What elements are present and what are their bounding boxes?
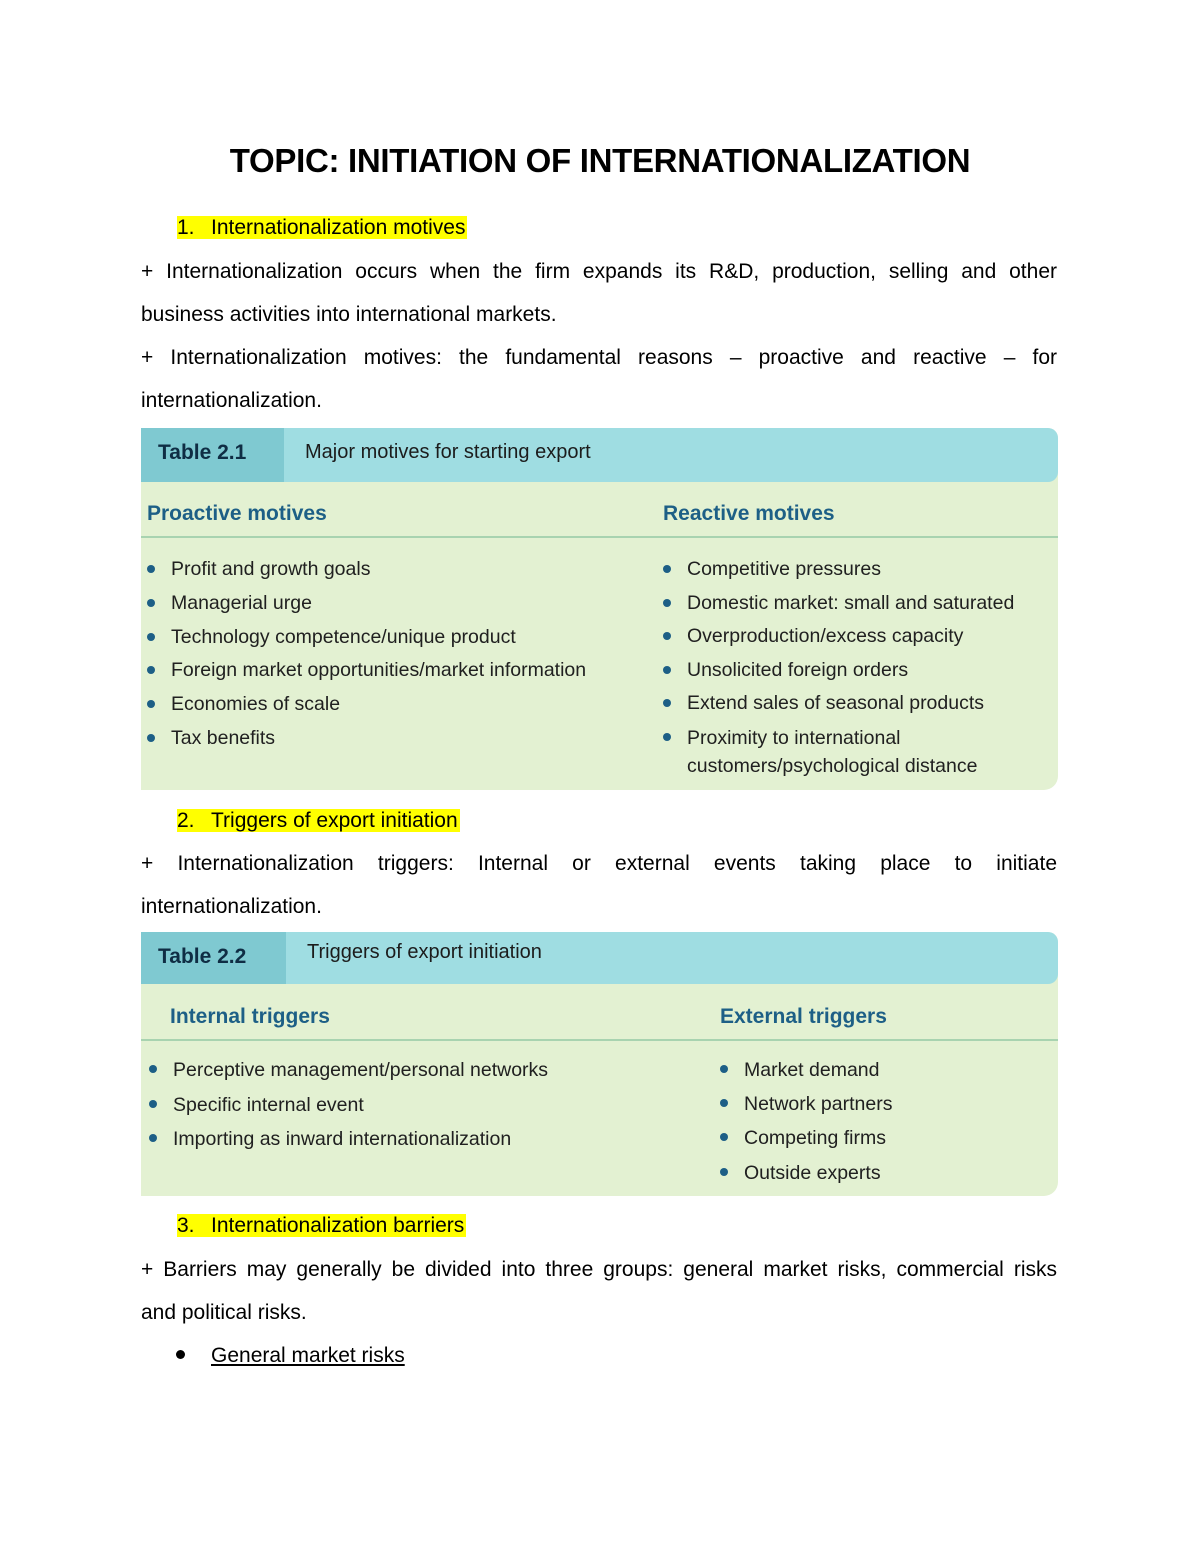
section-heading-triggers [177,807,460,835]
list-item: Domestic market: small and saturated [659,587,1014,621]
paragraph-line: internationalization. [141,895,322,918]
section-number: 2. [177,809,195,832]
column-header-internal: Internal triggers [170,1005,330,1028]
section-heading-barriers [177,1212,466,1240]
list-item: Economies of scale [143,688,586,722]
list-item: Extend sales of seasonal products [659,687,1014,721]
list-item-line: customers/psychological distance [687,754,978,777]
list-item: Specific internal event [145,1088,548,1123]
list-item: Network partners [716,1087,892,1121]
external-triggers-list [716,1053,892,1190]
list-item: Foreign market opportunities/market information [143,654,586,688]
proactive-motives-list [143,553,586,756]
list-item: Importing as inward internationalization [145,1122,548,1157]
paragraph-line: business activities into international markets. [141,303,557,326]
list-item: Perceptive management/personal networks [145,1053,548,1088]
paragraph-line: and political risks. [141,1301,307,1324]
section-title: Triggers of export initiation [211,809,458,832]
list-item: Tax benefits [143,722,586,756]
table-label: Table 2.2 [141,932,286,984]
table-export-triggers [141,932,1058,1196]
paragraph-internationalization-definition [141,250,1057,336]
paragraph-line: internationalization. [141,389,322,412]
paragraph-line: + Internationalization triggers: Internal or external events taking place to initiate [141,852,1057,875]
table-major-motives [141,428,1058,790]
paragraph-motives-definition [141,336,1057,422]
list-item: Profit and growth goals [143,553,586,587]
paragraph-barriers-definition [141,1248,1057,1334]
paragraph-triggers-definition [141,842,1057,928]
table-caption: Major motives for starting export [305,441,591,463]
list-item: Managerial urge [143,587,586,621]
section-number: 3. [177,1214,195,1237]
internal-triggers-list [145,1053,548,1157]
table-header-bar [141,932,1058,984]
list-item [659,721,1014,780]
list-item: Competing firms [716,1121,892,1155]
list-item: Unsolicited foreign orders [659,654,1014,688]
bullet-label: General market risks [211,1344,405,1367]
section-title: Internationalization motives [211,216,466,239]
reactive-motives-list [659,553,1014,780]
page-title: TOPIC: INITIATION OF INTERNATIONALIZATION [229,142,971,179]
section-number: 1. [177,216,195,239]
table-divider [141,1039,1058,1041]
list-item: Competitive pressures [659,553,1014,587]
list-item-line: Proximity to international [687,726,901,749]
list-item: Outside experts [716,1156,892,1190]
table-header-bar [141,428,1058,482]
list-item: Overproduction/excess capacity [659,620,1014,654]
paragraph-line: + Barriers may generally be divided into three groups: general market risks, commercial risks [141,1258,1057,1281]
section-heading-motives [177,214,467,242]
table-divider [141,536,1058,538]
table-label: Table 2.1 [141,428,284,482]
bullet-general-market-risks [176,1342,405,1370]
section-title: Internationalization barriers [211,1214,465,1237]
column-header-reactive: Reactive motives [663,502,835,525]
table-caption: Triggers of export initiation [307,941,542,963]
paragraph-line: + Internationalization motives: the fundamental reasons – proactive and reactive – for [141,346,1057,369]
paragraph-line: + Internationalization occurs when the firm expands its R&D, production, selling and other [141,260,1057,283]
list-item: Technology competence/unique product [143,621,586,655]
list-item: Market demand [716,1053,892,1087]
column-header-proactive: Proactive motives [147,502,327,525]
bullet-dot-icon [176,1350,185,1359]
column-header-external: External triggers [720,1005,887,1028]
